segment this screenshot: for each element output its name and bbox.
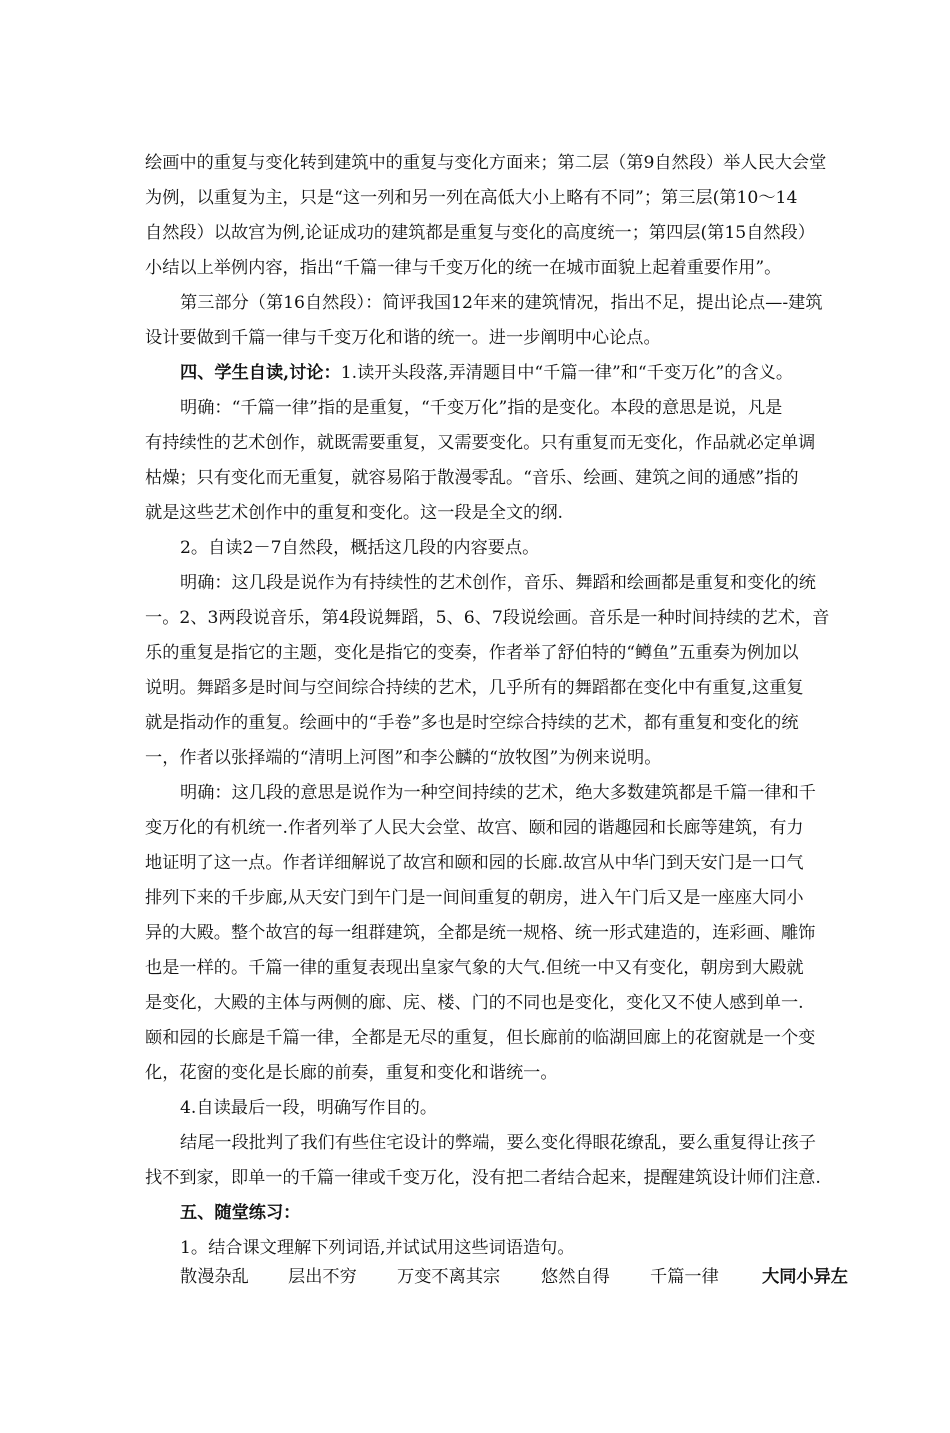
vocab-word: 层出不穷 [288,1267,357,1287]
vocab-word: 千篇一律 [650,1267,719,1287]
vocab-word: 万变不离其宗 [397,1267,501,1287]
body-text-line: 明确：这几段是说作为有持续性的艺术创作，音乐、舞蹈和绘画都是重复和变化的统 [180,573,816,593]
body-text-line: 小结以上举例内容，指出“千篇一律与千变万化的统一在城市面貌上起着重要作用”。 [145,258,782,278]
body-text-line: 明确：“千篇一律”指的是重复，“千变万化”指的是变化。本段的意思是说，凡是 [180,398,783,418]
body-text-line: 设计要做到千篇一律与千变万化和谐的统一。进一步阐明中心论点。 [145,328,661,348]
section-four-line [180,358,865,388]
question-two-text: 2。自读2－7自然段，概括这几段的内容要点。 [180,538,540,558]
vocab-word: 散漫杂乱 [180,1267,249,1287]
body-text-line: 化，花窗的变化是长廊的前奏，重复和变化和谐统一。 [145,1063,558,1083]
body-text-line: 绘画中的重复与变化转到建筑中的重复与变化方面来；第二层（第9自然段）举人民大会堂 [145,153,827,173]
body-text-line: 地证明了这一点。作者详细解说了故宫和颐和园的长廊.故宫从中华门到天安门是一口气 [145,853,804,873]
section-five-heading: 五、随堂练习： [180,1203,301,1223]
body-text-line: 找不到家，即单一的千篇一律或千变万化，没有把二者结合起来，提醒建筑设计师们注意. [145,1168,821,1188]
vocab-word: 悠然自得 [541,1267,610,1287]
body-text-line: 为例，以重复为主，只是“这一列和另一列在高低大小上略有不同”；第三层(第10～14 [145,188,798,208]
body-text-line: 就是指动作的重复。绘画中的“手卷”多也是时空综合持续的艺术，都有重复和变化的统 [145,713,799,733]
body-text-line: 颐和园的长廊是千篇一律，全都是无尽的重复，但长廊前的临湖回廊上的花窗就是一个变 [145,1028,816,1048]
body-text-line: 排列下来的千步廊,从天安门到午门是一间间重复的朝房，进入午门后又是一座座大同小 [145,888,804,908]
body-text-line: 有持续性的艺术创作，就既需要重复，又需要变化。只有重复而无变化，作品就必定单调 [145,433,816,453]
body-text-line: 说明。舞蹈多是时间与空间综合持续的艺术，几乎所有的舞蹈都在变化中有重复,这重复 [145,678,804,698]
body-text-line: 也是一样的。千篇一律的重复表现出皇家气象的大气.但统一中又有变化，朝房到大殿就 [145,958,804,978]
body-text-line: 一，作者以张择端的“清明上河图”和李公麟的“放牧图”为例来说明。 [145,748,662,768]
body-text-line: 一。2、3两段说音乐，第4段说舞蹈，5、6、7段说绘画。音乐是一种时间持续的艺术，音 [145,608,830,628]
exercise-one-text: 1。结合课文理解下列词语,并试试用这些词语造句。 [180,1238,575,1258]
body-text-line: 结尾一段批判了我们有些住宅设计的弊端，要么变化得眼花缭乱，要么重复得让孩子 [180,1133,816,1153]
body-text-line: 明确：这几段的意思是说作为一种空间持续的艺术，绝大多数建筑都是千篇一律和千 [180,783,816,803]
vocab-word: 大同小异左 [762,1267,848,1287]
question-four-text: 4.自读最后一段，明确写作目的。 [180,1098,438,1118]
body-text-line: 异的大殿。整个故宫的每一组群建筑，全都是统一规格、统一形式建造的，连彩画、雕饰 [145,923,816,943]
body-text-line: 就是这些艺术创作中的重复和变化。这一段是全文的纲. [145,503,563,523]
vocabulary-list [180,1262,870,1292]
body-text-line: 变万化的有机统一.作者列举了人民大会堂、故宫、颐和园的谐趣园和长廊等建筑，有力 [145,818,804,838]
question-one-text: 1.读开头段落,弄清题目中“千篇一律”和“千变万化”的含义。 [340,363,794,383]
body-text-line: 第三部分（第16自然段）：简评我国12年来的建筑情况，指出不足，提出论点—-建筑 [180,293,823,313]
body-text-line: 是变化，大殿的主体与两侧的廊、庑、楼、门的不同也是变化，变化又不使人感到单一. [145,993,804,1013]
body-text-line: 乐的重复是指它的主题，变化是指它的变奏，作者举了舒伯特的“鳟鱼”五重奏为例加以 [145,643,799,663]
body-text-line: 枯燥；只有变化而无重复，就容易陷于散漫零乱。“音乐、绘画、建筑之间的通感”指的 [145,468,799,488]
section-four-heading: 四、学生自读,讨论： [180,363,341,383]
body-text-line: 自然段）以故宫为例,论证成功的建筑都是重复与变化的高度统一；第四层(第15自然段） [145,223,815,243]
